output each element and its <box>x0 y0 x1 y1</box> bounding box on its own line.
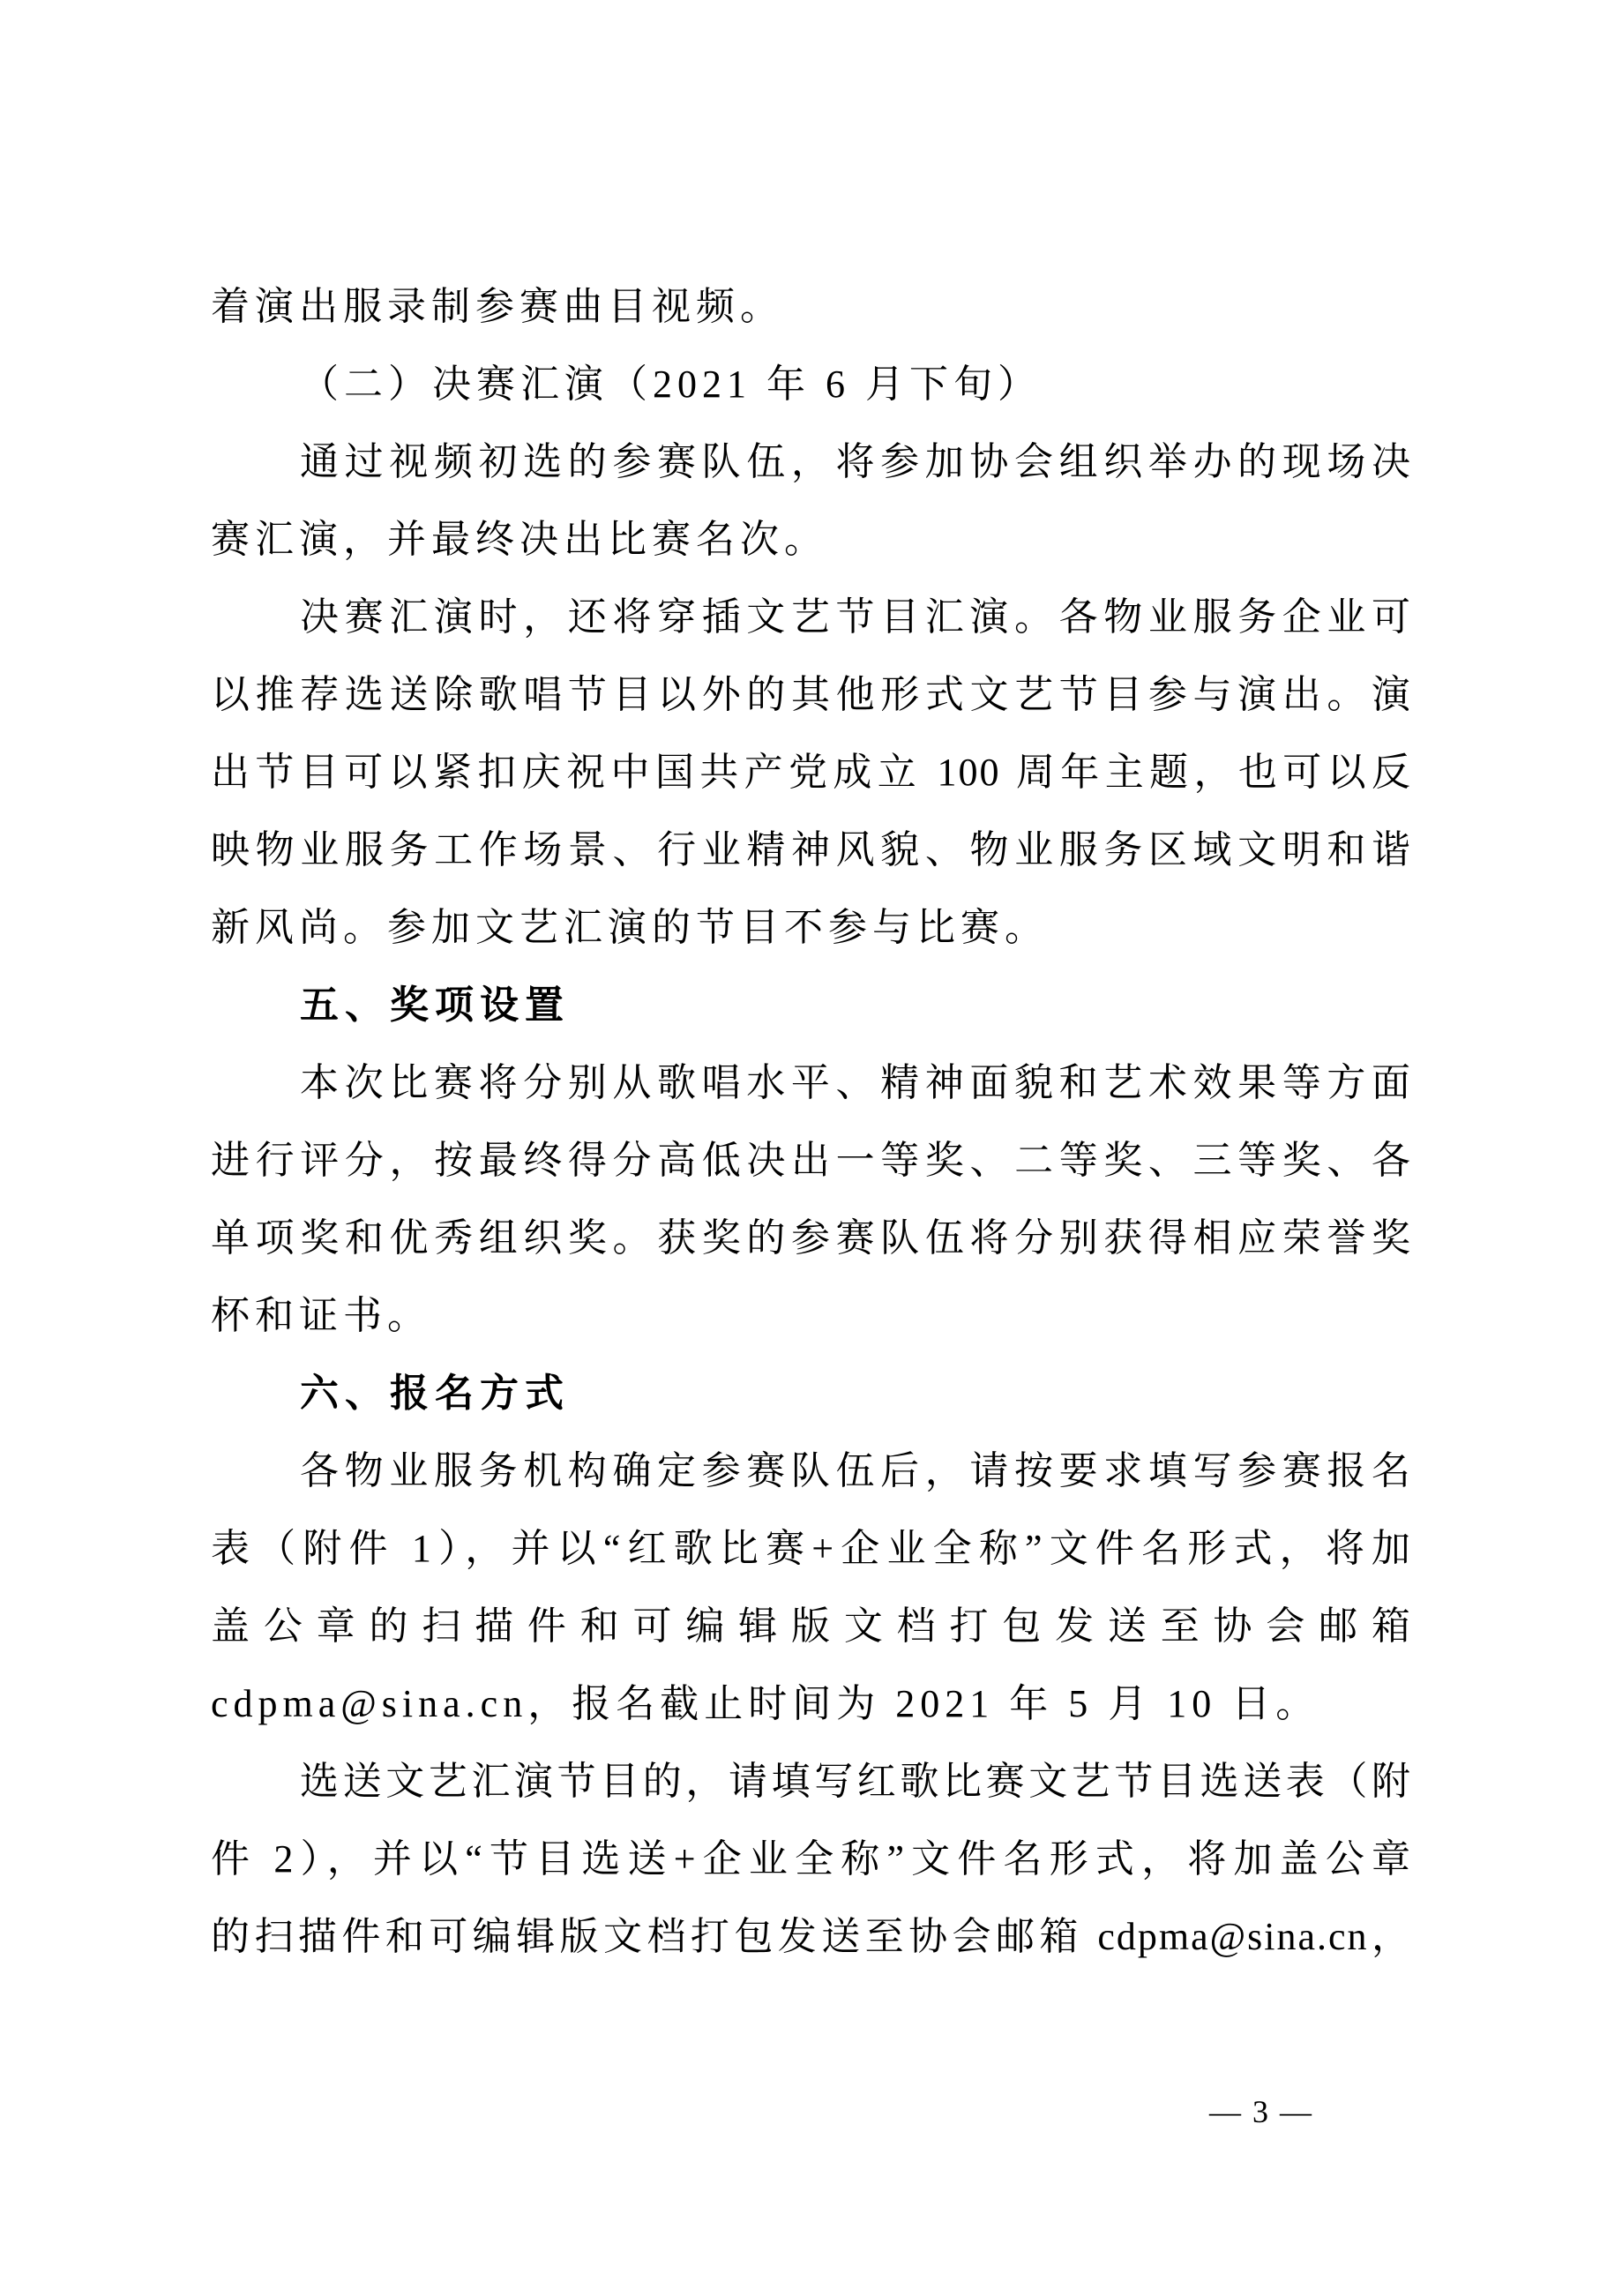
text-line: 表（附件 1），并以“红歌比赛+企业全称”文件名形式，将加 <box>211 1527 1412 1570</box>
text-line: 新风尚。参加文艺汇演的节目不参与比赛。 <box>211 906 1049 949</box>
document-body <box>211 268 1412 1976</box>
section-heading: 五、奖项设置 <box>300 983 570 1027</box>
text-line: 决赛汇演时，还将穿插文艺节目汇演。各物业服务企业可 <box>300 595 1412 639</box>
text-line: 各物业服务机构确定参赛队伍后，请按要求填写参赛报名 <box>300 1449 1412 1492</box>
text-line: 本次比赛将分别从歌唱水平、精神面貌和艺术效果等方面 <box>300 1061 1412 1104</box>
text-line: 赛汇演，并最终决出比赛名次。 <box>211 518 828 561</box>
text-line: 进行评分，按最终得分高低决出一等奖、二等奖、三等奖、各 <box>211 1139 1412 1182</box>
text-line: 着演出服录制参赛曲目视频。 <box>211 285 784 328</box>
text-line: cdpma@sina.cn，报名截止时间为 2021 年 5 月 10 日。 <box>211 1682 1320 1725</box>
text-line: 出节目可以紧扣庆祝中国共产党成立 100 周年主题，也可以反 <box>211 751 1412 794</box>
text-line: 单项奖和优秀组织奖。获奖的参赛队伍将分别获得相应荣誉奖 <box>211 1216 1412 1260</box>
text-line: 以推荐选送除歌唱节目以外的其他形式文艺节目参与演出。演 <box>211 673 1412 716</box>
text-line: 杯和证书。 <box>211 1294 431 1337</box>
page-number: — 3 — <box>1209 2094 1313 2129</box>
text-line: 件 2），并以“节目选送+企业全称”文件名形式，将加盖公章 <box>211 1837 1412 1881</box>
text-line: 的扫描件和可编辑版文档打包发送至协会邮箱 cdpma@sina.cn， <box>211 1915 1412 1958</box>
section-heading: 六、报名方式 <box>300 1372 570 1415</box>
text-line: 选送文艺汇演节目的，请填写红歌比赛文艺节目选送表（附 <box>300 1760 1412 1803</box>
text-line: （二）决赛汇演（2021 年 6 月下旬） <box>300 363 1042 406</box>
text-line: 盖公章的扫描件和可编辑版文档打包发送至协会邮箱 <box>211 1604 1412 1648</box>
text-line: 通过视频初选的参赛队伍，将参加协会组织举办的现场决 <box>300 440 1412 483</box>
text-line: 映物业服务工作场景、行业精神风貌、物业服务区域文明和谐 <box>211 828 1412 871</box>
